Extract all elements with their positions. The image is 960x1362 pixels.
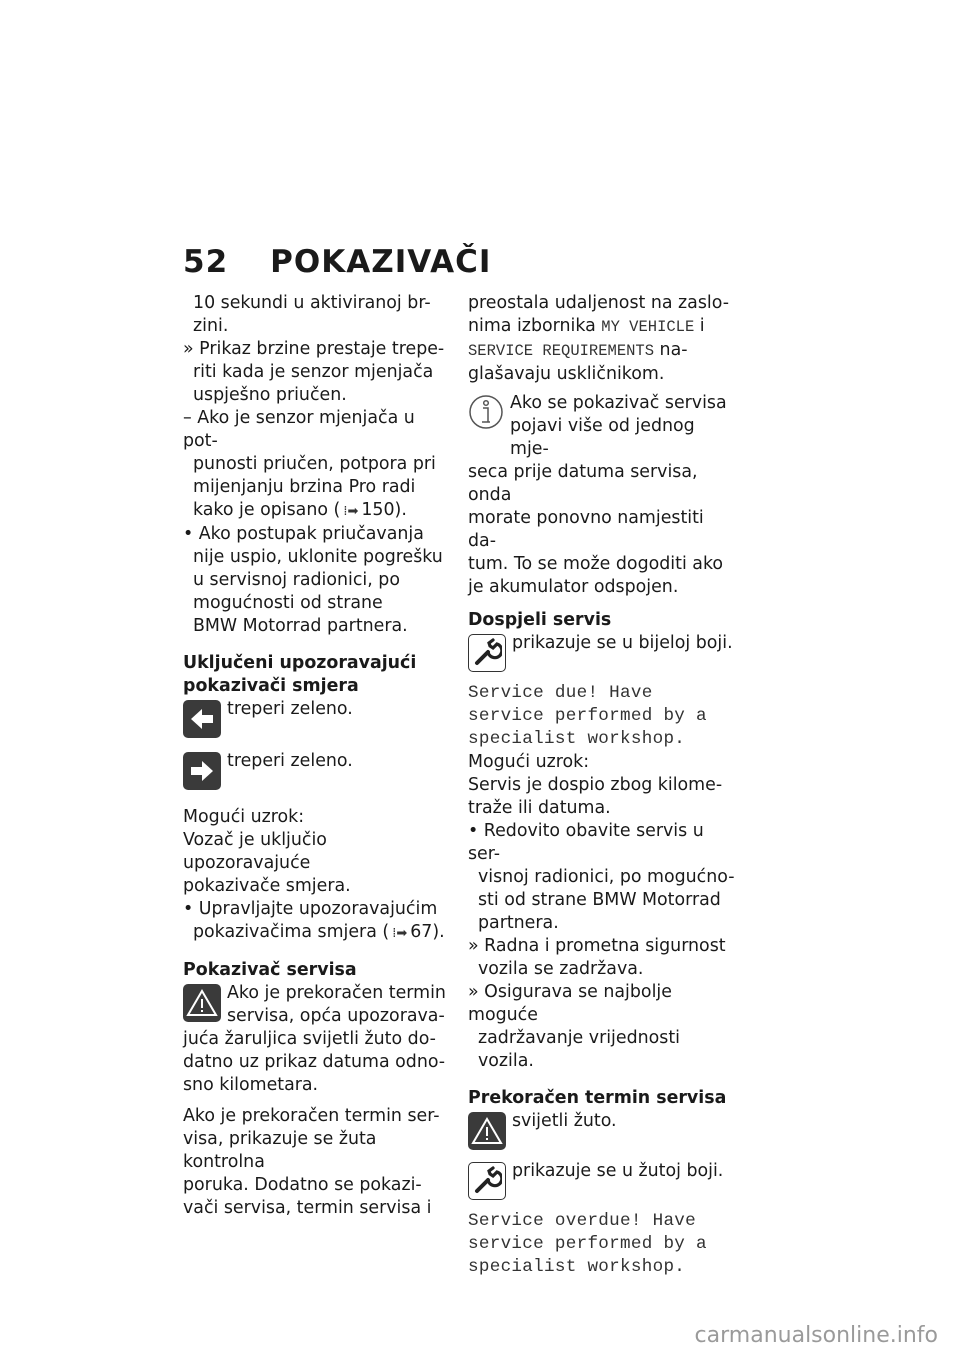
indicator-row: treperi zeleno. (183, 698, 451, 738)
cause-label: Mogući uzrok: (183, 807, 305, 827)
paragraph: Ako je prekoračen termin ser- visa, prikazuje se žuta kontrolna poruka. Dodatno se pokazi- vači servisa, termin servisa i (183, 1106, 440, 1218)
paragraph: seca prije datuma servisa, onda morate ponovno namjestiti da- tum. To se može dogoditi ako je akumulator odspojen. (468, 462, 724, 597)
menu-name: MY VEHICLE (601, 318, 695, 336)
service-message: Service overdue! Have service performed by a specialist workshop. (468, 1211, 707, 1277)
indicator-row: prikazuje se u bijeloj boji. (468, 632, 736, 672)
page-header (183, 244, 491, 284)
paragraph: 10 sekundi u aktiviranoj br- zini. (193, 293, 431, 336)
cause-label: Mogući uzrok: (468, 752, 590, 772)
wrench-icon (468, 1162, 506, 1200)
info-note: Ako se pokazivač servisa pojavi više od jednog mje- (468, 392, 736, 461)
section-heading: Pokazivač servisa (183, 960, 357, 980)
right-column (468, 292, 736, 1279)
indicator-row: Ako je prekoračen termin servisa, opća upozorava- (183, 982, 451, 1028)
page-reference-arrow-icon: ⁞➡ (343, 504, 359, 519)
page-reference-arrow-icon: ⁞➡ (392, 926, 408, 941)
result-item: » Prikaz brzine prestaje trepe- riti kada je senzor mjenjača uspješno priučen. (183, 339, 445, 405)
indicator-row: svijetli žuto. (468, 1110, 736, 1150)
dash-item: – Ako je senzor mjenjača u pot- punosti priučen, potpora pri mijenjanju brzina Pro radi kako je opisano ( ⁞➡ 150). (183, 407, 451, 523)
section-heading: Prekoračen termin servisa (468, 1088, 727, 1108)
indicator-row: treperi zeleno. (183, 750, 451, 790)
warning-triangle-icon (183, 984, 221, 1022)
turn-left-arrow-icon (183, 700, 221, 738)
watermark: carmanualsonline.info (694, 1323, 938, 1348)
wrench-icon (468, 634, 506, 672)
section-heading: Uključeni upozoravajući pokazivači smjera (183, 653, 417, 696)
bullet-item: • Redovito obavite servis u ser- visnoj radionici, po mogućno- sti od strane BMW Motorrad partnera. (468, 821, 735, 933)
paragraph: preostala udaljenost na zaslo- nima izbornika MY VEHICLE i SERVICE REQUIREMENTS na- glašavaju uskličnikom. (468, 293, 729, 384)
section-heading: Dospjeli servis (468, 610, 612, 630)
result-item: » Osigurava se najbolje moguće zadržavanje vrijednosti vozila. (468, 982, 681, 1071)
left-column (183, 292, 451, 1220)
bullet-item: • Ako postupak priučavanja nije uspio, uklonite pogrešku u servisnoj radionici, po mogućnosti od strane BMW Motorrad partnera. (183, 524, 443, 636)
info-icon (468, 392, 504, 432)
menu-name: SERVICE REQUIREMENTS (468, 342, 655, 360)
paragraph: juća žaruljica svijetli žuto do- datno uz prikaz datuma odno- sno kilometara. (183, 1029, 446, 1095)
turn-right-arrow-icon (183, 752, 221, 790)
page-title: POKAZIVAČI (270, 244, 492, 280)
page-number: 52 (183, 244, 229, 280)
result-item: » Radna i prometna sigurnost vozila se zadržava. (468, 936, 726, 979)
bullet-item: • Upravljajte upozoravajućim pokazivačima smjera ( ⁞➡ 67). (183, 898, 451, 945)
warning-triangle-icon (468, 1112, 506, 1150)
service-message: Service due! Have service performed by a specialist workshop. (468, 683, 707, 749)
cause-text: Servis je dospio zbog kilome- traže ili datuma. (468, 775, 723, 818)
indicator-row: prikazuje se u žutoj boji. (468, 1160, 736, 1200)
cause-text: Vozač je uključio upozoravajuće pokazivače smjera. (183, 830, 351, 896)
